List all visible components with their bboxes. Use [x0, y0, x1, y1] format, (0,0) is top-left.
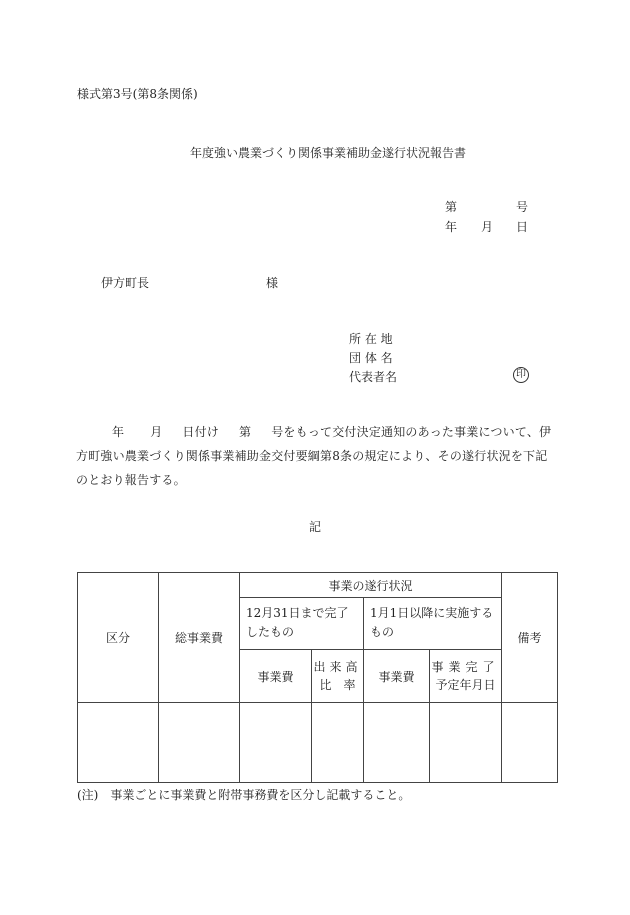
cell-total-cost[interactable] [159, 703, 240, 783]
completion-line1: 事業完了 [431, 660, 500, 674]
sub-header-cost-after: 事業費 [364, 650, 430, 703]
body-paragraph [76, 420, 556, 492]
cell-remarks[interactable] [502, 703, 558, 783]
body-main-text: 号をもって交付決定通知のあった事業について、伊方町強い農業づくり関係事業補助金交付要綱第8条の規定により、その遂行状況を下記のとおり報告する。 [76, 425, 552, 487]
cell-kubun[interactable] [78, 703, 159, 783]
date-month-label: 月 [481, 220, 494, 234]
date-year-label: 年 [445, 220, 458, 234]
doc-number-dai: 第 [445, 200, 458, 214]
header-kubun: 区分 [78, 573, 159, 703]
organization-label: 団 体 名 [349, 351, 393, 365]
form-number: 様式第3号(第8条関係) [77, 87, 198, 101]
addressee-honorific: 様 [266, 276, 279, 290]
representative-label: 代表者名 [349, 370, 398, 384]
header-total-cost: 総事業費 [159, 573, 240, 703]
cell-cost-completed[interactable] [240, 703, 312, 783]
sub-header-completion-date [430, 650, 502, 703]
completion-line2: 予定年月日 [435, 678, 496, 692]
group-completed: 12月31日まで完了したもの [240, 598, 364, 650]
body-month: 月 [150, 425, 163, 439]
cell-cost-after[interactable] [364, 703, 430, 783]
body-date-of: 日付け [182, 425, 220, 439]
progress-rate-line2: 比 率 [319, 678, 356, 692]
document-title: 年度強い農業づくり関係事業補助金遂行状況報告書 [190, 146, 467, 160]
body-dai: 第 [239, 425, 252, 439]
address-label: 所 在 地 [349, 332, 393, 346]
footnote: (注) 事業ごとに事業費と附帯事務費を区分し記載すること。 [77, 788, 411, 802]
header-status: 事業の遂行状況 [240, 573, 502, 598]
date-day-label: 日 [516, 220, 529, 234]
ki-heading: 記 [309, 520, 322, 534]
doc-number-go: 号 [516, 200, 529, 214]
progress-rate-line1: 出来高 [313, 660, 362, 674]
table-row [78, 703, 558, 783]
sub-header-cost-completed: 事業費 [240, 650, 312, 703]
header-remarks: 備考 [502, 573, 558, 703]
addressee-name: 伊方町長 [101, 276, 150, 290]
group-after: 1月1日以降に実施するもの [364, 598, 502, 650]
cell-completion-date[interactable] [430, 703, 502, 783]
cell-progress-rate[interactable] [312, 703, 364, 783]
body-year: 年 [112, 425, 125, 439]
seal-mark: 印 [513, 367, 529, 383]
status-table [77, 572, 558, 783]
sub-header-progress-rate [312, 650, 364, 703]
